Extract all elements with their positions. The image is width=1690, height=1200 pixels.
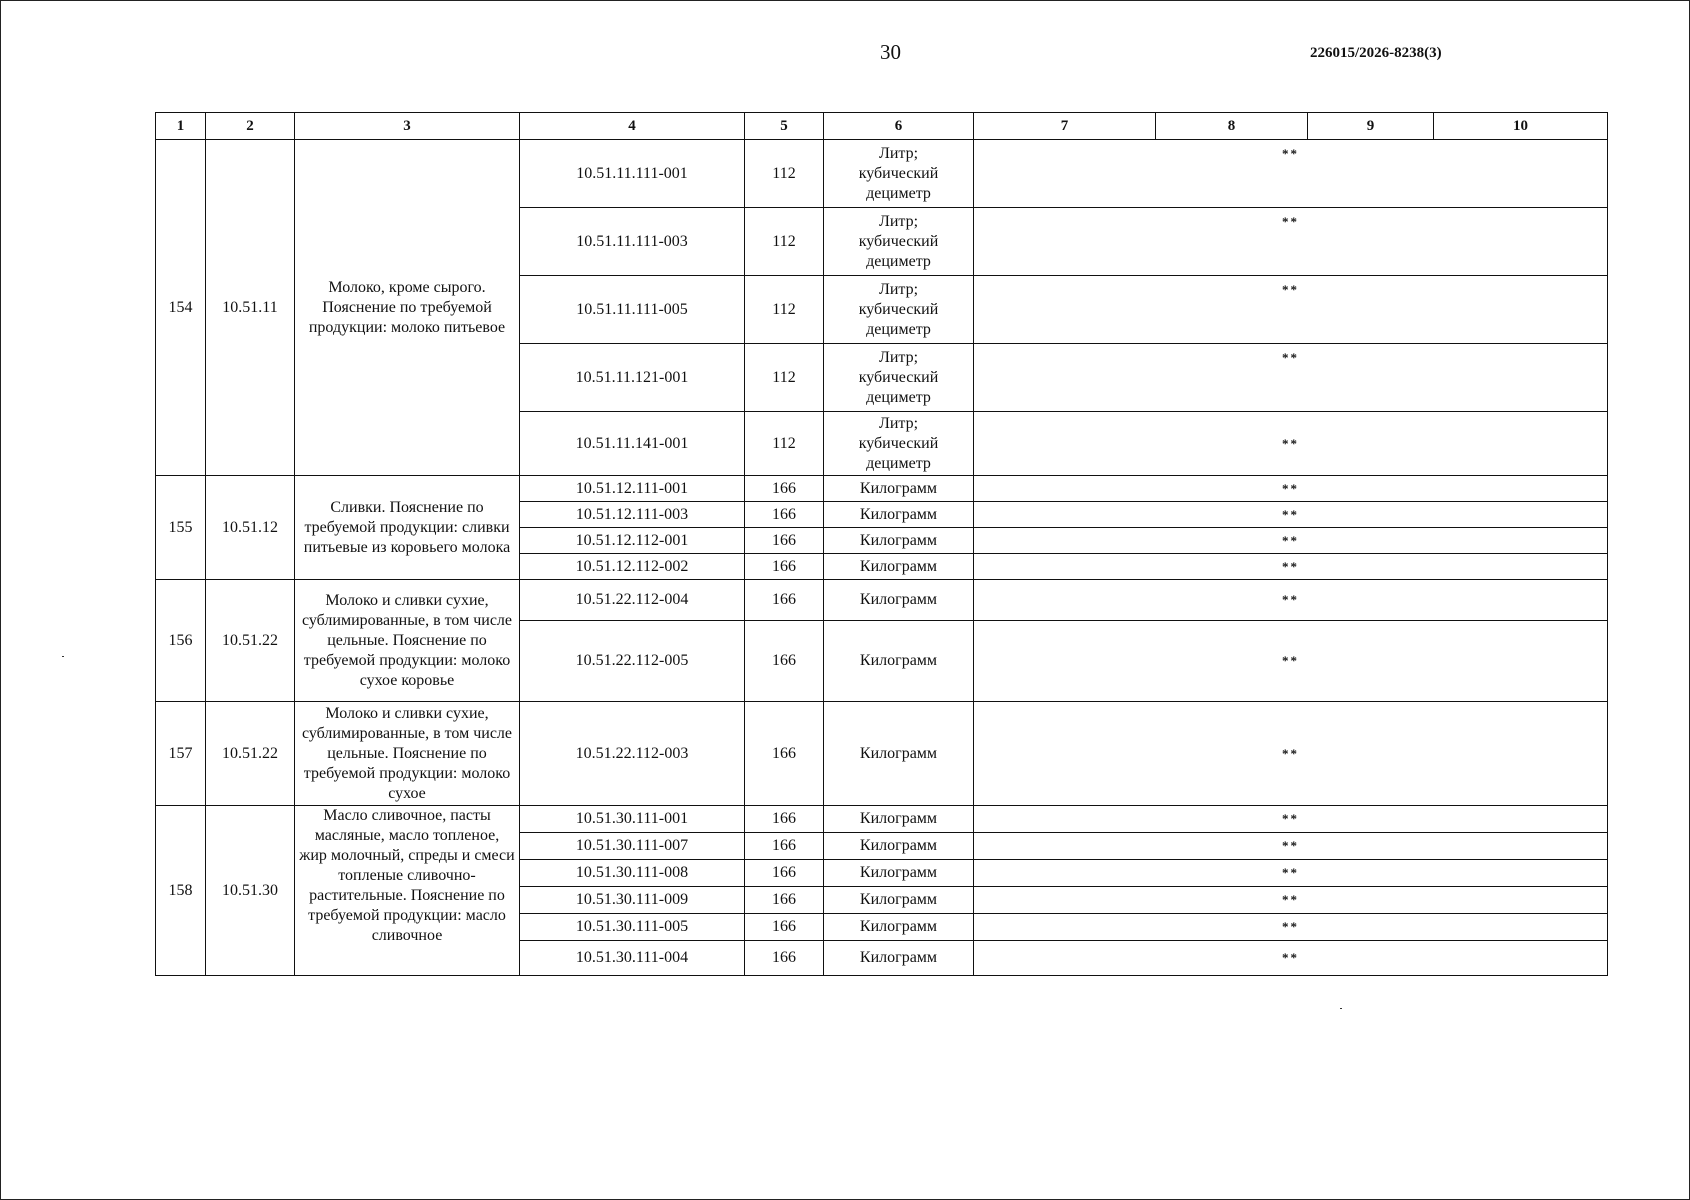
merged-value: ** bbox=[974, 140, 1608, 208]
unit-name: Килограмм bbox=[824, 476, 974, 502]
item-code: 10.51.30.111-007 bbox=[520, 833, 745, 860]
unit-line: кубический bbox=[858, 164, 939, 182]
row-number: 157 bbox=[156, 702, 206, 806]
column-header: 3 bbox=[295, 113, 520, 140]
scan-speck bbox=[62, 656, 64, 657]
merged-value: ** bbox=[974, 554, 1608, 580]
unit-line: Литр; bbox=[878, 348, 919, 366]
column-header: 9 bbox=[1308, 113, 1434, 140]
merged-value: ** bbox=[974, 914, 1608, 941]
unit-name: Килограмм bbox=[824, 554, 974, 580]
unit-name: Килограмм bbox=[824, 941, 974, 976]
merged-value: ** bbox=[974, 941, 1608, 976]
unit-name bbox=[824, 344, 974, 412]
okpd-code: 10.51.22 bbox=[206, 702, 295, 806]
unit-name bbox=[824, 276, 974, 344]
okpd-code: 10.51.22 bbox=[206, 580, 295, 702]
okei-code: 166 bbox=[745, 528, 824, 554]
item-code: 10.51.12.111-003 bbox=[520, 502, 745, 528]
item-code: 10.51.12.111-001 bbox=[520, 476, 745, 502]
item-code: 10.51.30.111-001 bbox=[520, 806, 745, 833]
column-header: 2 bbox=[206, 113, 295, 140]
table-row bbox=[156, 580, 1608, 621]
item-code: 10.51.22.112-003 bbox=[520, 702, 745, 806]
okei-code: 112 bbox=[745, 276, 824, 344]
okei-code: 166 bbox=[745, 502, 824, 528]
table-row bbox=[156, 806, 1608, 833]
column-number-row bbox=[156, 113, 1608, 140]
okei-code: 166 bbox=[745, 860, 824, 887]
merged-value: ** bbox=[974, 887, 1608, 914]
unit-name bbox=[824, 140, 974, 208]
okei-code: 112 bbox=[745, 344, 824, 412]
merged-value: ** bbox=[974, 702, 1608, 806]
okpd-code: 10.51.11 bbox=[206, 140, 295, 476]
okei-code: 166 bbox=[745, 941, 824, 976]
row-number: 158 bbox=[156, 806, 206, 976]
column-header: 10 bbox=[1434, 113, 1608, 140]
unit-name: Килограмм bbox=[824, 702, 974, 806]
item-code: 10.51.30.111-005 bbox=[520, 914, 745, 941]
unit-line: Литр; bbox=[878, 144, 919, 162]
unit-line: дециметр bbox=[866, 184, 931, 202]
unit-name: Килограмм bbox=[824, 860, 974, 887]
column-header: 8 bbox=[1156, 113, 1308, 140]
okei-code: 166 bbox=[745, 914, 824, 941]
item-code: 10.51.11.111-005 bbox=[520, 276, 745, 344]
row-number: 156 bbox=[156, 580, 206, 702]
unit-name: Килограмм bbox=[824, 806, 974, 833]
okei-code: 166 bbox=[745, 580, 824, 621]
unit-name: Килограмм bbox=[824, 914, 974, 941]
item-code: 10.51.30.111-008 bbox=[520, 860, 745, 887]
unit-line: Литр; bbox=[878, 212, 919, 230]
okei-code: 112 bbox=[745, 140, 824, 208]
product-description: Масло сливочное, пасты масляные, масло топленое, жир молочный, спреды и смеси топленые сливочно-растительные. Пояснение по требуемой продукции: масло сливочное bbox=[295, 806, 520, 976]
okpd-code: 10.51.12 bbox=[206, 476, 295, 580]
column-header: 7 bbox=[974, 113, 1156, 140]
unit-line: кубический bbox=[858, 434, 939, 452]
okei-code: 166 bbox=[745, 887, 824, 914]
document-reference: 226015/2026-8238(3) bbox=[1310, 45, 1442, 61]
unit-line: дециметр bbox=[866, 388, 931, 406]
okpd-code: 10.51.30 bbox=[206, 806, 295, 976]
unit-name bbox=[824, 412, 974, 476]
table-row bbox=[156, 702, 1608, 806]
unit-line: Литр; bbox=[878, 414, 919, 432]
merged-value: ** bbox=[974, 621, 1608, 702]
item-code: 10.51.30.111-009 bbox=[520, 887, 745, 914]
merged-value: ** bbox=[974, 806, 1608, 833]
unit-line: дециметр bbox=[866, 320, 931, 338]
okei-code: 166 bbox=[745, 702, 824, 806]
merged-value: ** bbox=[974, 476, 1608, 502]
row-number: 155 bbox=[156, 476, 206, 580]
merged-value: ** bbox=[974, 276, 1608, 344]
unit-line: кубический bbox=[858, 232, 939, 250]
merged-value: ** bbox=[974, 528, 1608, 554]
okei-code: 166 bbox=[745, 833, 824, 860]
table-row bbox=[156, 140, 1608, 208]
scan-speck bbox=[1340, 1008, 1342, 1009]
unit-name: Килограмм bbox=[824, 621, 974, 702]
unit-line: дециметр bbox=[866, 252, 931, 270]
okei-code: 166 bbox=[745, 806, 824, 833]
okei-code: 112 bbox=[745, 208, 824, 276]
merged-value: ** bbox=[974, 208, 1608, 276]
unit-name: Килограмм bbox=[824, 887, 974, 914]
unit-line: дециметр bbox=[866, 454, 931, 472]
item-code: 10.51.11.121-001 bbox=[520, 344, 745, 412]
spec-table bbox=[155, 112, 1608, 976]
unit-line: кубический bbox=[858, 300, 939, 318]
item-code: 10.51.12.112-002 bbox=[520, 554, 745, 580]
unit-name bbox=[824, 208, 974, 276]
product-description: Молоко и сливки сухие, сублимированные, в том числе цельные. Пояснение по требуемой продукции: молоко сухое коровье bbox=[295, 580, 520, 702]
column-header: 5 bbox=[745, 113, 824, 140]
unit-name: Килограмм bbox=[824, 502, 974, 528]
unit-name: Килограмм bbox=[824, 580, 974, 621]
column-header: 6 bbox=[824, 113, 974, 140]
item-code: 10.51.22.112-005 bbox=[520, 621, 745, 702]
product-description: Молоко и сливки сухие, сублимированные, в том числе цельные. Пояснение по требуемой продукции: молоко сухое bbox=[295, 702, 520, 806]
okei-code: 112 bbox=[745, 412, 824, 476]
unit-name: Килограмм bbox=[824, 833, 974, 860]
product-description: Сливки. Пояснение по требуемой продукции: сливки питьевые из коровьего молока bbox=[295, 476, 520, 580]
merged-value: ** bbox=[974, 412, 1608, 476]
merged-value: ** bbox=[974, 833, 1608, 860]
okei-code: 166 bbox=[745, 621, 824, 702]
product-description: Молоко, кроме сырого. Пояснение по требуемой продукции: молоко питьевое bbox=[295, 140, 520, 476]
item-code: 10.51.11.111-001 bbox=[520, 140, 745, 208]
unit-name: Килограмм bbox=[824, 528, 974, 554]
unit-line: кубический bbox=[858, 368, 939, 386]
column-header: 4 bbox=[520, 113, 745, 140]
column-header: 1 bbox=[156, 113, 206, 140]
item-code: 10.51.30.111-004 bbox=[520, 941, 745, 976]
row-number: 154 bbox=[156, 140, 206, 476]
table-row bbox=[156, 476, 1608, 502]
merged-value: ** bbox=[974, 860, 1608, 887]
item-code: 10.51.11.111-003 bbox=[520, 208, 745, 276]
item-code: 10.51.12.112-001 bbox=[520, 528, 745, 554]
merged-value: ** bbox=[974, 344, 1608, 412]
page-number: 30 bbox=[880, 40, 901, 64]
merged-value: ** bbox=[974, 580, 1608, 621]
merged-value: ** bbox=[974, 502, 1608, 528]
item-code: 10.51.22.112-004 bbox=[520, 580, 745, 621]
unit-line: Литр; bbox=[878, 280, 919, 298]
item-code: 10.51.11.141-001 bbox=[520, 412, 745, 476]
okei-code: 166 bbox=[745, 476, 824, 502]
okei-code: 166 bbox=[745, 554, 824, 580]
